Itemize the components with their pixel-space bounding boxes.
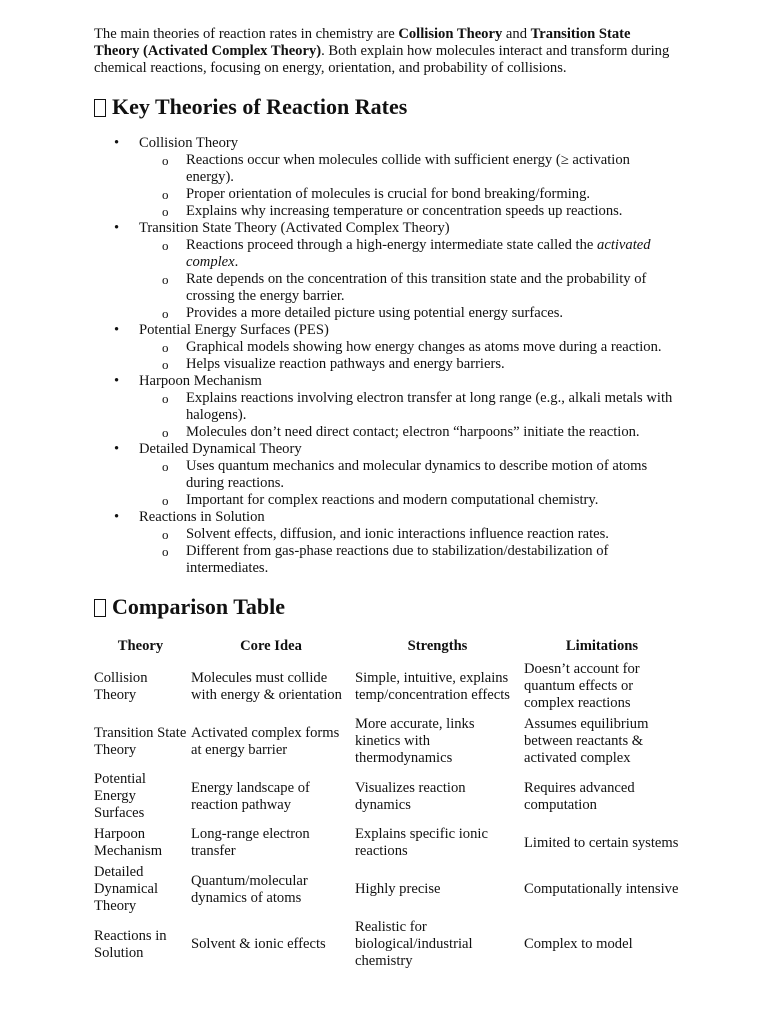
table-cell: Complex to model bbox=[524, 936, 633, 952]
table-cell: Harpoon Mechanism bbox=[94, 826, 163, 859]
table-header-row bbox=[92, 638, 682, 661]
intro-bold-collision-theory: Collision Theory bbox=[398, 26, 503, 42]
sub-list-item: o Explains reactions involving electron transfer at long range (e.g., alkali metals with halogens). bbox=[139, 390, 674, 424]
table-cell: Simple, intuitive, explains temp/concentration effects bbox=[355, 669, 510, 703]
sub-list-item: o Important for complex reactions and modern computational chemistry. bbox=[139, 492, 674, 509]
table-cell: Potential Energy Surfaces bbox=[94, 771, 146, 821]
table-cell: Requires advanced computation bbox=[524, 779, 635, 813]
theories-list bbox=[94, 135, 674, 577]
intro-paragraph bbox=[94, 26, 674, 77]
table-row bbox=[92, 716, 682, 771]
missing-glyph-icon bbox=[94, 599, 106, 617]
comparison-table-heading bbox=[94, 594, 674, 620]
table-cell: Detailed Dynamical Theory bbox=[94, 864, 159, 914]
list-item-title: Reactions in Solution bbox=[139, 509, 265, 525]
table-cell: Long-range electron transfer bbox=[191, 826, 310, 859]
table-cell: Transition State Theory bbox=[94, 724, 187, 758]
list-item-title: Transition State Theory (Activated Complex Theory) bbox=[139, 220, 450, 236]
table-row bbox=[92, 826, 682, 864]
table-cell: Limited to certain systems bbox=[524, 834, 679, 851]
table-row bbox=[92, 771, 682, 826]
sub-list bbox=[139, 339, 674, 373]
activated-complex-italic: activated complex bbox=[186, 237, 651, 270]
table-cell: More accurate, links kinetics with thermodynamics bbox=[355, 716, 475, 766]
sub-list bbox=[139, 526, 674, 577]
sub-list-item: o Rate depends on the concentration of this transition state and the probability of crossing the energy barrier. bbox=[139, 271, 674, 305]
list-item-potential-energy-surfaces bbox=[94, 322, 674, 373]
list-item-title: Detailed Dynamical Theory bbox=[139, 441, 302, 457]
sub-list-item: o Reactions occur when molecules collide with sufficient energy (≥ activation energy). bbox=[139, 152, 674, 186]
table-cell: Assumes equilibrium between reactants & activated complex bbox=[524, 716, 649, 766]
table-cell: Collision Theory bbox=[94, 669, 148, 703]
sub-list bbox=[139, 152, 674, 220]
table-cell: Explains specific ionic reactions bbox=[355, 826, 488, 859]
table-row bbox=[92, 661, 682, 716]
list-item-title: Harpoon Mechanism bbox=[139, 373, 262, 389]
sub-list-item: o Proper orientation of molecules is crucial for bond breaking/forming. bbox=[139, 186, 674, 203]
sub-list-item bbox=[139, 237, 674, 271]
table-cell: Reactions in Solution bbox=[94, 927, 167, 961]
column-header-strengths: Strengths bbox=[407, 638, 468, 654]
list-item-transition-state-theory bbox=[94, 220, 674, 322]
sub-list bbox=[139, 390, 674, 441]
table-cell: Energy landscape of reaction pathway bbox=[191, 779, 310, 813]
table-row bbox=[92, 864, 682, 919]
table-row bbox=[92, 919, 682, 974]
table-cell: Activated complex forms at energy barrier bbox=[191, 724, 340, 758]
list-item-harpoon-mechanism bbox=[94, 373, 674, 441]
intro-text-2: and bbox=[502, 26, 531, 42]
intro-text-3: . Both explain how molecules interact and transform during chemical reactions, focusing on energy, orientation, and probability of collisions. bbox=[94, 43, 670, 76]
list-item-reactions-in-solution bbox=[94, 509, 674, 577]
key-theories-heading-text: Key Theories of Reaction Rates bbox=[112, 94, 408, 119]
sub-list-item: o Helps visualize reaction pathways and energy barriers. bbox=[139, 356, 674, 373]
table-cell: Computationally intensive bbox=[524, 881, 679, 897]
sub-list bbox=[139, 458, 674, 509]
sub-list bbox=[139, 237, 674, 322]
sub-list-item: o Graphical models showing how energy changes as atoms move during a reaction. bbox=[139, 339, 674, 356]
column-header-limitations: Limitations bbox=[565, 638, 639, 654]
table-cell: Highly precise bbox=[355, 881, 441, 897]
column-header-theory: Theory bbox=[117, 638, 164, 654]
sub-list-item: o Solvent effects, diffusion, and ionic interactions influence reaction rates. bbox=[139, 526, 674, 543]
table-cell: Quantum/molecular dynamics of atoms bbox=[191, 872, 308, 906]
sub-list-item: o Explains why increasing temperature or concentration speeds up reactions. bbox=[139, 203, 674, 220]
table-cell: Realistic for biological/industrial chemistry bbox=[355, 919, 473, 969]
sub-list-item: o Provides a more detailed picture using potential energy surfaces. bbox=[139, 305, 674, 322]
sub-list-item: o Different from gas-phase reactions due to stabilization/destabilization of intermediates. bbox=[139, 543, 674, 577]
list-item-title: Collision Theory bbox=[139, 135, 239, 151]
column-header-core-idea: Core Idea bbox=[240, 638, 302, 654]
table-cell: Doesn’t account for quantum effects or complex reactions bbox=[524, 661, 640, 711]
intro-text-1: The main theories of reaction rates in chemistry are bbox=[94, 26, 399, 42]
comparison-table bbox=[92, 638, 682, 974]
list-item-title: Potential Energy Surfaces (PES) bbox=[139, 322, 329, 338]
missing-glyph-icon bbox=[94, 99, 106, 117]
key-theories-heading bbox=[94, 94, 674, 120]
intro-bold-transition-state-theory: Transition State Theory (Activated Complex Theory) bbox=[94, 26, 631, 59]
sub-list-item-end: . bbox=[234, 254, 239, 270]
comparison-table-heading-text: Comparison Table bbox=[112, 594, 285, 619]
sub-list-item: o Uses quantum mechanics and molecular dynamics to describe motion of atoms during reactions. bbox=[139, 458, 674, 492]
table-cell: Visualizes reaction dynamics bbox=[355, 779, 466, 813]
sub-list-item-text: Reactions proceed through a high-energy intermediate state called the bbox=[186, 237, 598, 253]
list-item-detailed-dynamical-theory bbox=[94, 441, 674, 509]
sub-list-item: o Molecules don’t need direct contact; electron “harpoons” initiate the reaction. bbox=[139, 424, 674, 441]
table-cell: Molecules must collide with energy & orientation bbox=[191, 669, 342, 703]
table-cell: Solvent & ionic effects bbox=[191, 936, 326, 952]
list-item-collision-theory bbox=[94, 135, 674, 220]
